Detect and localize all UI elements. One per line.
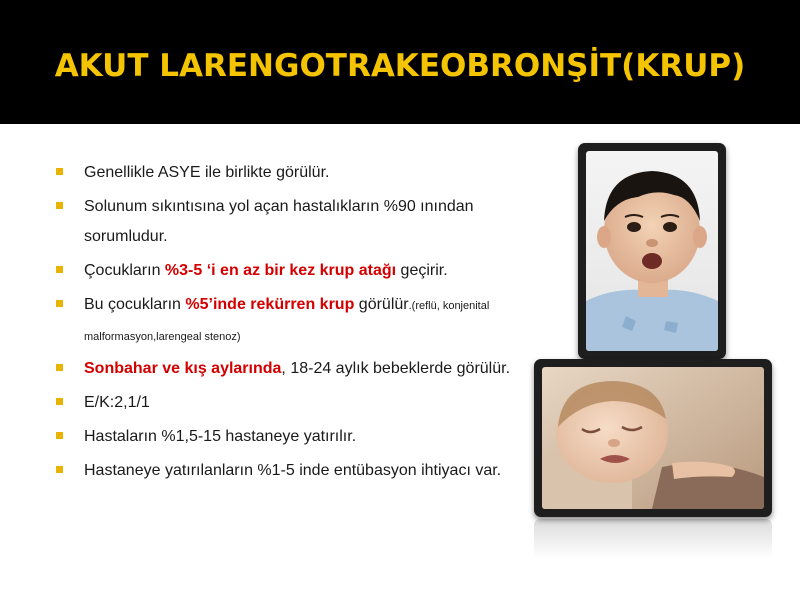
bullet-item	[56, 422, 576, 452]
bullet-text: Genellikle ASYE ile birlikte görülür.	[84, 164, 330, 181]
child-illustration-icon	[586, 151, 718, 351]
highlight-text: %3-5 ‘i en az bir kez krup atağı	[164, 262, 397, 279]
child-photo-frame	[578, 143, 726, 359]
square-bullet-icon	[56, 202, 63, 209]
bullet-text: E/K:2,1/1	[84, 394, 150, 411]
square-bullet-icon	[56, 398, 63, 405]
bullet-text: geçirir.	[396, 262, 448, 279]
slide-title: AKUT LARENGOTRAKEOBRONŞİT(KRUP)	[54, 48, 746, 84]
bullet-text: Bu çocukların	[84, 296, 186, 313]
bullet-item	[56, 290, 576, 352]
bullet-note: .(reflü, konjenital	[408, 300, 490, 312]
bullet-item	[56, 158, 576, 188]
slide-header	[0, 0, 800, 124]
square-bullet-icon	[56, 466, 63, 473]
infant-photo-frame	[534, 359, 772, 517]
square-bullet-icon	[56, 300, 63, 307]
bullet-text: Çocukların	[84, 262, 165, 279]
bullet-item	[56, 354, 576, 384]
bullet-text: görülür	[354, 296, 409, 313]
highlight-text: %5’inde rekürren krup	[185, 296, 355, 313]
square-bullet-icon	[56, 266, 63, 273]
square-bullet-icon	[56, 168, 63, 175]
infant-crying-photo	[542, 367, 764, 509]
bullet-item	[56, 256, 576, 286]
infant-illustration-icon	[542, 367, 764, 509]
bullet-note: malformasyon,larengeal stenoz)	[84, 331, 241, 343]
photo-reflection	[534, 519, 772, 559]
bullet-item	[56, 388, 576, 418]
bullet-text: , 18-24 aylık bebeklerde görülür.	[281, 360, 511, 377]
bullet-text: Hastaların %1,5-15 hastaneye yatırılır.	[84, 428, 357, 445]
child-coughing-photo	[586, 151, 718, 351]
bullet-item	[56, 192, 576, 252]
bullet-item	[56, 456, 576, 486]
square-bullet-icon	[56, 364, 63, 371]
bullet-text: sorumludur.	[84, 228, 168, 245]
bullet-text: Hastaneye yatırılanların %1-5 inde entübasyon ihtiyacı var.	[84, 462, 502, 479]
square-bullet-icon	[56, 432, 63, 439]
highlight-text: Sonbahar ve kış aylarında	[84, 360, 282, 377]
bullet-text: Solunum sıkıntısına yol açan hastalıkların %90 ınından	[84, 198, 474, 215]
bullet-list	[56, 158, 576, 486]
